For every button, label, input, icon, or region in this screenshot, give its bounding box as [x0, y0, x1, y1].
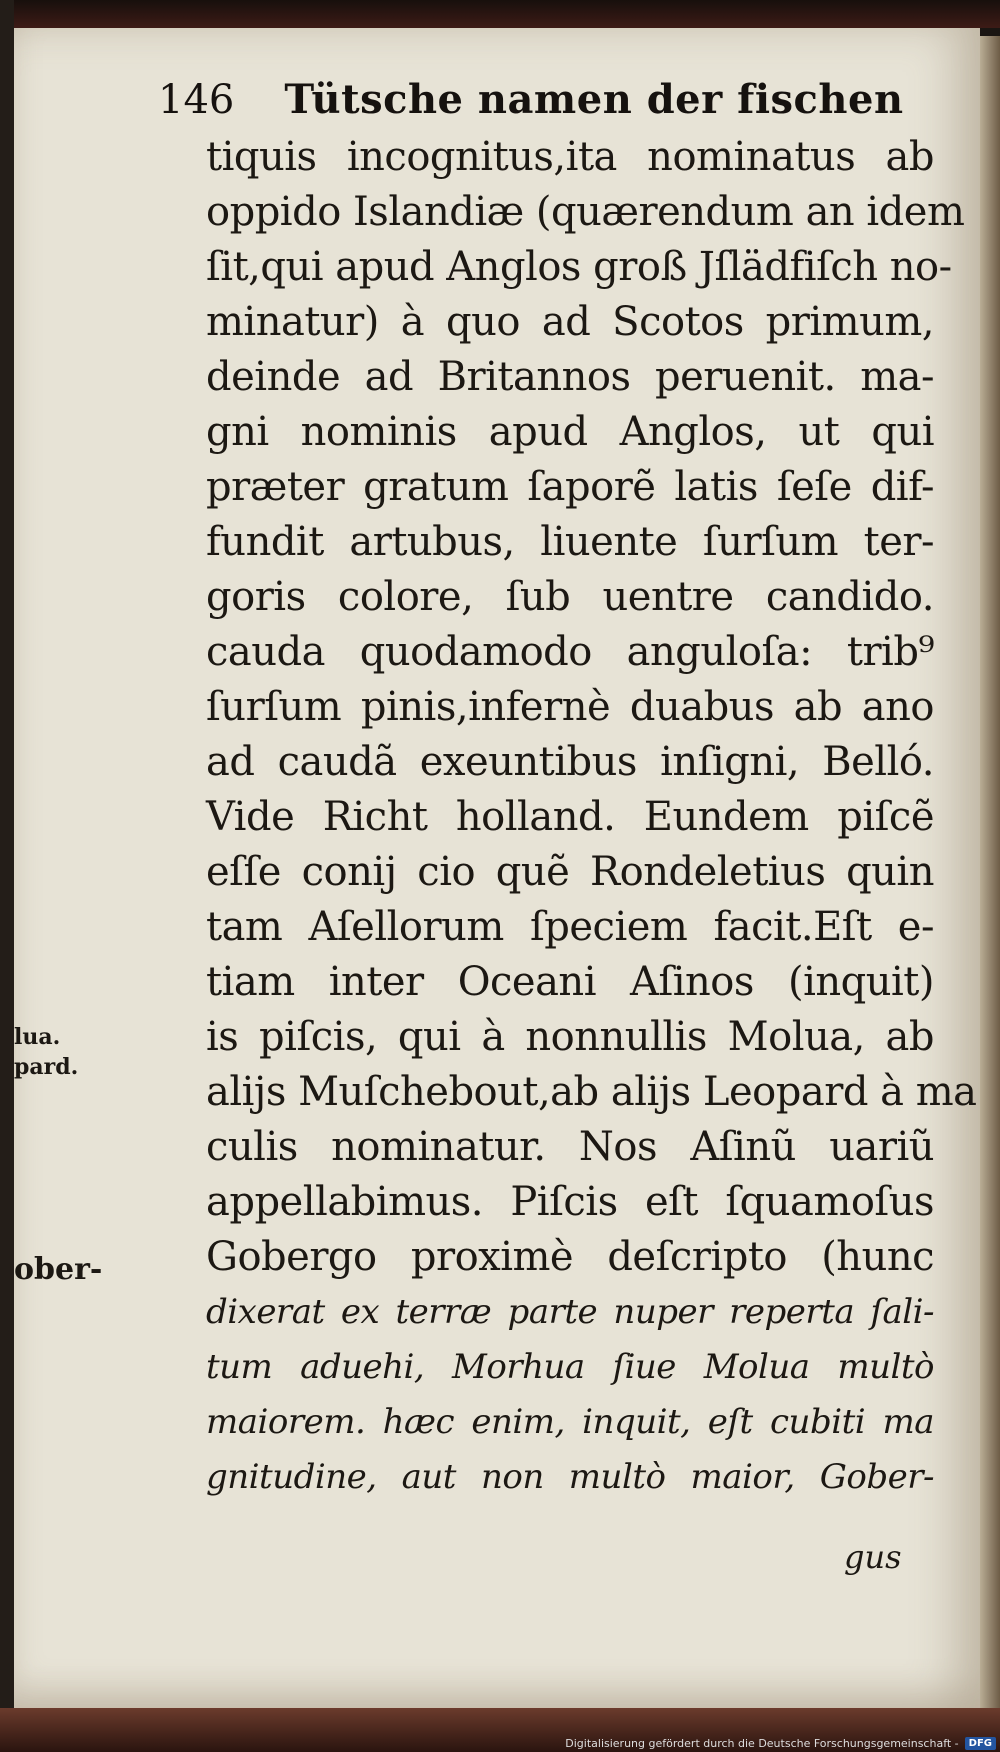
- footer-credit: Digitalisierung gefördert durch die Deutsche Forschungsgemeinschaft -: [565, 1737, 959, 1750]
- text-line: tum aduehi, Morhua ſiue Molua multò: [206, 1347, 934, 1387]
- text-line: oppido Islandiæ (quærendum an idem: [206, 189, 965, 235]
- text-line: fundit artubus, liuente ſurſum ter-: [206, 519, 934, 565]
- text-line: ad caudã exeuntibus inſigni, Belló.: [206, 739, 934, 785]
- text-line: ſit,qui apud Anglos groß Jſlädfiſch no-: [206, 244, 952, 290]
- text-line: tiquis incognitus,ita nominatus ab: [206, 134, 934, 180]
- text-line: minatur) à quo ad Scotos primum,: [206, 299, 934, 345]
- text-line: tam Aſellorum ſpeciem facit.Eſt e-: [206, 904, 934, 950]
- text-line: alijs Muſchebout,ab alijs Leopard à ma: [206, 1069, 977, 1115]
- text-line: culis nominatur. Nos Aſinũ uariũ: [206, 1124, 934, 1170]
- text-line: eſſe conij cio quẽ Rondeletius quin: [206, 849, 934, 895]
- text-line: præter gratum ſaporẽ latis ſeſe dif-: [206, 464, 934, 510]
- margin-note: pard.: [14, 1054, 79, 1080]
- catchword: gus: [844, 1538, 902, 1576]
- page-edge: [980, 36, 1000, 1726]
- page-number: 146: [158, 77, 235, 123]
- text-line: goris colore, ſub uentre candido.: [206, 574, 934, 620]
- left-binding: [0, 0, 14, 1752]
- text-line: Gobergo proximè deſcripto (hunc: [206, 1234, 934, 1280]
- text-line: tiam inter Oceani Aſinos (inquit): [206, 959, 934, 1005]
- margin-note: lua.: [14, 1024, 61, 1050]
- text-line: gni nominis apud Anglos, ut qui: [206, 409, 934, 455]
- digitization-footer: [565, 1737, 996, 1750]
- top-binding-strip: [0, 0, 1000, 28]
- dfg-logo: DFG: [965, 1737, 996, 1750]
- text-line: is piſcis, qui à nonnullis Molua, ab: [206, 1014, 934, 1060]
- running-head: Tütsche namen der fischen: [284, 76, 904, 123]
- body-text: [206, 130, 977, 1505]
- text-line: appellabimus. Piſcis eſt ſquamoſus: [206, 1179, 934, 1225]
- text-line: dixerat ex terræ parte nuper reperta ſali-: [206, 1292, 934, 1332]
- text-line: cauda quodamodo anguloſa: trib⁹: [206, 629, 934, 675]
- margin-note: ober-: [14, 1252, 103, 1287]
- page-header: [158, 76, 904, 132]
- text-line: deinde ad Britannos peruenit. ma-: [206, 354, 934, 400]
- text-line: gnitudine, aut non multò maior, Gober-: [206, 1457, 934, 1497]
- bottom-band: [0, 1708, 1000, 1752]
- text-line: Vide Richt holland. Eundem piſcẽ: [206, 794, 934, 840]
- text-line: ſurſum pinis,infernè duabus ab ano: [206, 684, 934, 730]
- text-line: maiorem. hæc enim, inquit, eſt cubiti ma: [206, 1402, 934, 1442]
